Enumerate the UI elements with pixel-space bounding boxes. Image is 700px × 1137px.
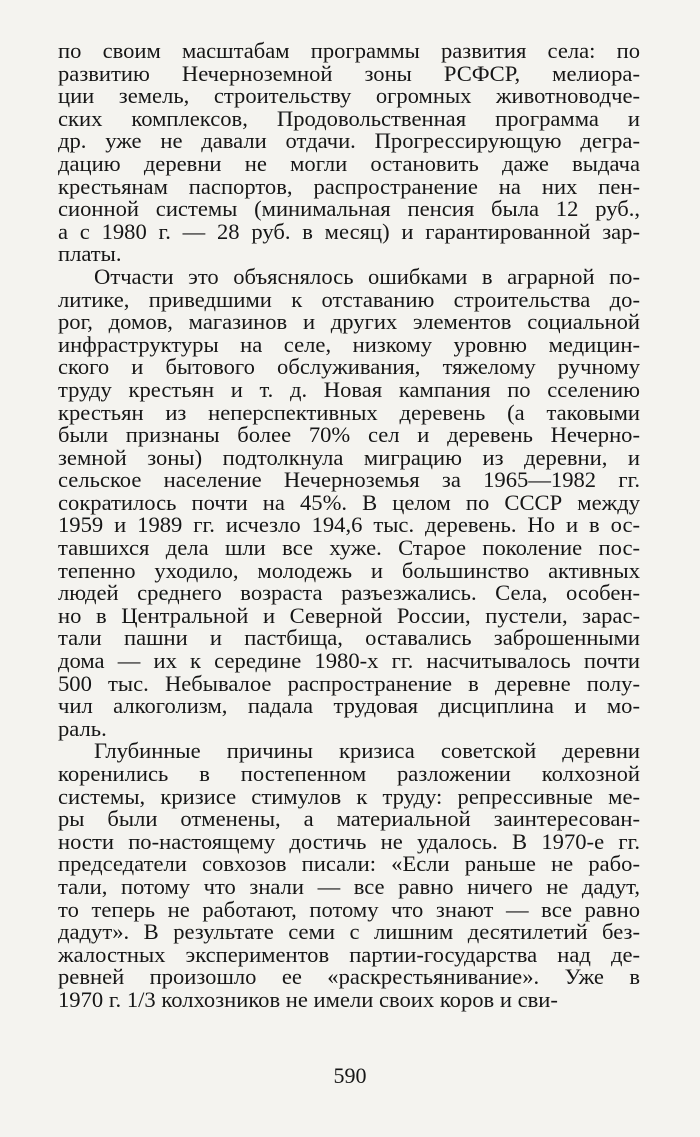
text-line: но в Центральной и Северной России, пустели, зарас- (58, 602, 640, 628)
paragraph (58, 263, 640, 741)
text-line: сократилось почти на 45%. В целом по СССР между (58, 489, 640, 515)
text-line: дадут». В результате семи с лишним десятилетий без- (58, 919, 640, 945)
text-line: системы, кризисе стимулов к труду: репрессивные ме- (58, 783, 640, 809)
text-line: земной зоны) подтолкнула миграцию из деревни, и (58, 444, 640, 470)
text-line: ры были отменены, а материальной заинтересован- (58, 806, 640, 832)
page-body (58, 40, 640, 1012)
text-line: по своим масштабам программы развития села: по (58, 38, 640, 63)
text-line: развитию Нечерноземной зоны РСФСР, мелиора- (58, 60, 640, 86)
text-line: ции земель, строительству огромных животноводче- (58, 83, 640, 109)
text-line: людей среднего возраста разъезжались. Села, особен- (58, 580, 640, 606)
text-line: чил алкоголизм, падала трудовая дисциплина и мо- (58, 693, 640, 719)
text-line: платы. (58, 241, 122, 267)
text-line: ского и бытового обслуживания, тяжелому ручному (58, 354, 640, 380)
text-line: тепенно уходило, молодежь и большинство активных (58, 557, 640, 583)
text-line: дацию деревни не могли остановить даже выдача (58, 150, 640, 176)
text-line: рог, домов, магазинов и других элементов социальной (58, 309, 640, 335)
text-line: тали, потому что знали — все равно ничего не дадут, (58, 873, 640, 899)
text-line: тавшихся дела шли все хуже. Старое поколение пос- (58, 535, 640, 561)
text-line: ности по-настоящему достичь не удалось. В 1970-е гг. (58, 828, 640, 854)
text-line: инфраструктуры на селе, низкому уровню медицин- (58, 331, 640, 357)
text-line: тали пашни и пастбища, оставались заброшенными (58, 625, 640, 651)
text-line: сельское население Нечерноземья за 1965—1982 гг. (58, 467, 640, 493)
text-line: раль. (58, 715, 107, 741)
page-number: 590 (333, 1063, 367, 1088)
paragraph (58, 40, 640, 266)
text-line: крестьян из неперспективных деревень (а таковыми (58, 399, 640, 425)
text-line: Глубинные причины кризиса советской деревни (94, 738, 640, 764)
text-line: 1970 г. 1/3 колхозников не имели своих коров и сви- (58, 986, 558, 1012)
text-line: дома — их к середине 1980-х гг. насчитывалось почти (58, 648, 640, 674)
text-line: литике, приведшими к отставанию строительства до- (58, 286, 640, 312)
text-line: коренились в постепенном разложении колхозной (58, 761, 640, 786)
text-line: 1959 и 1989 гг. исчезло 194,6 тыс. деревень. Но и в ос- (58, 512, 640, 538)
paragraph (58, 740, 640, 1011)
text-line: ских комплексов, Продовольственная программа и (58, 105, 640, 131)
text-line: Отчасти это объяснялось ошибками в аграрной по- (94, 263, 640, 289)
text-line: а с 1980 г. — 28 руб. в месяц) и гарантированной зар- (58, 218, 640, 244)
text-line: труду крестьян и т. д. Новая кампания по сселению (58, 376, 640, 402)
text-line: жалостных экспериментов партии-государства над де- (58, 941, 640, 967)
text-line: то теперь не работают, потому что знают — все равно (58, 896, 640, 922)
text-line: ревней произошло ее «раскрестьянивание». Уже в (58, 964, 640, 990)
text-line: крестьянам паспортов, распространение на них пен- (58, 173, 640, 199)
text-line: председатели совхозов писали: «Если раньше не рабо- (58, 851, 640, 877)
text-line: 500 тыс. Небывалое распространение в деревне полу- (58, 670, 640, 696)
text-line: были признаны более 70% сел и деревень Нечерно- (58, 422, 640, 448)
text-line: др. уже не давали отдачи. Прогрессирующую дегра- (58, 128, 640, 154)
text-line: сионной системы (минимальная пенсия была 12 руб., (58, 196, 640, 222)
